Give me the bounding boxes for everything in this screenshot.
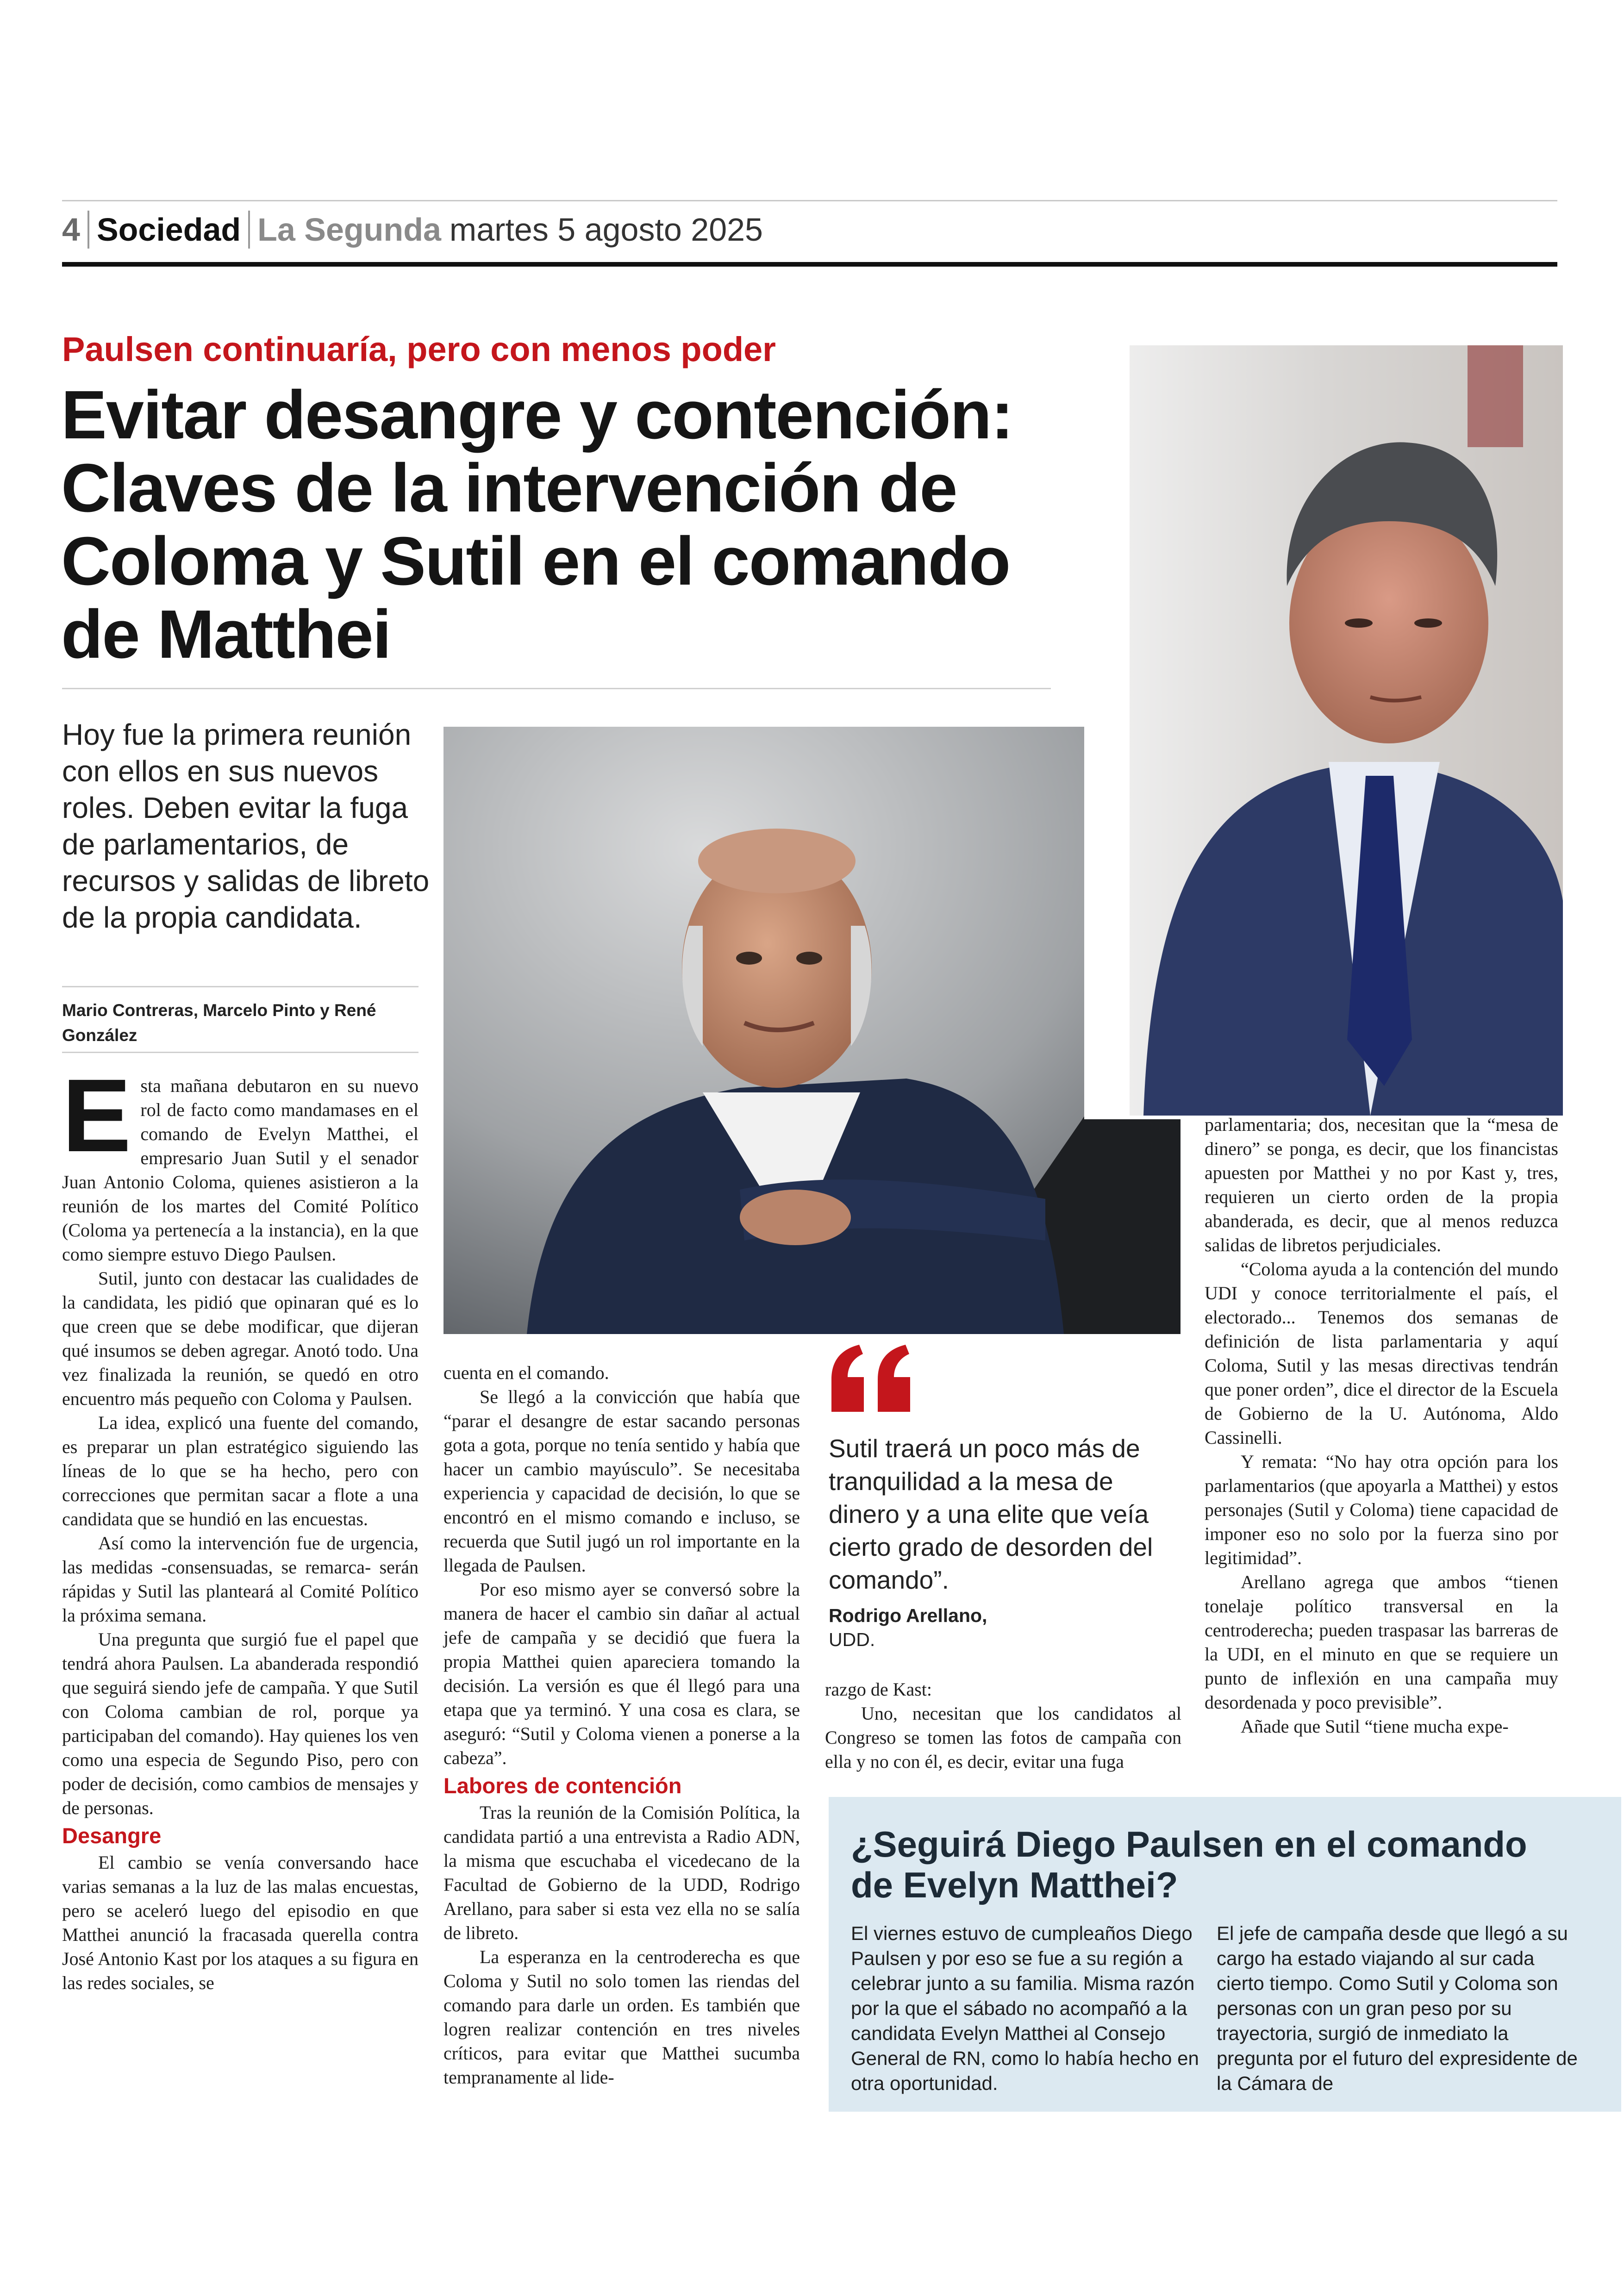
headline-rule	[62, 688, 1051, 689]
article-paragraph: La esperanza en la centroderecha es que Coloma y Sutil no solo tomen las riendas del comando para darle un orden. Es también que logren realizar contención en tres niveles críticos, para evitar que Matthei sucumba tempranamente al lide-	[443, 1946, 800, 2088]
article-paragraph: El cambio se venía conversando hace varias semanas a la luz de las malas encuestas, pero se aceleró luego del episodio en que Matthei anunció la fracasada querella contra José Antonio Kast por los ataques a su figura en las redes sociales, se	[62, 1852, 418, 1993]
header-top-rule	[62, 200, 1557, 201]
pull-quote-text: Sutil traerá un poco más de tranquilidad a la mesa de dinero y a una elite que veía cierto grado de desorden del comando”.	[829, 1434, 1153, 1594]
pull-quote-affiliation: UDD.	[829, 1629, 875, 1650]
article-byline: Mario Contreras, Marcelo Pinto y René González	[62, 1001, 376, 1045]
article-paragraph: Una pregunta que surgió fue el papel que tendrá ahora Paulsen. La abanderada respondió que seguirá siendo jefe de campaña. Y que Sutil con Coloma cambian de rol, porque ya participaban del comando). Hay quienes los ven como una especia de Segundo Piso, pero con poder de decisión, como cambios de mensajes y de personas.	[62, 1629, 418, 1818]
article-paragraph: Uno, necesitan que los candidatos al Congreso se tomen las fotos de campaña con ella y no con él, es decir, evitar una fuga	[825, 1703, 1181, 1772]
sidebar-column-1: El viernes estuvo de cumpleaños Diego Paulsen y por eso se fue a su región a celebrar junto a su familia. Misma razón por la que el sábado no acompañó a la candidata Evelyn Matthei al Consejo General de RN, como lo había hecho en otra oportunidad.	[851, 1922, 1199, 2094]
article-paragraph: Arellano agrega que ambos “tienen tonelaje político transversal en la centroderecha; pueden traspasar las barreras de la UDI, en el minuto en que se requiere un punto de inflexión en una campaña muy desordenada y poco previsible”.	[1205, 1572, 1558, 1713]
article-paragraph: sta mañana debutaron en su nuevo rol de facto como mandamases en el comando de Evelyn Matthei, el empresario Juan Sutil y el senador Juan Antonio Coloma, quienes asistieron a la reunión de los martes del Comité Político (Coloma ya pertenecía a la instancia), en la que como siempre estuvo Diego Paulsen.	[62, 1075, 418, 1265]
article-paragraph: Añade que Sutil “tiene mucha expe-	[1241, 1716, 1509, 1737]
section-name: Sociedad	[96, 212, 241, 248]
header-bottom-rule	[62, 262, 1557, 267]
article-column-2	[443, 1361, 800, 2089]
quote-mark-icon	[827, 1342, 919, 1416]
article-subhead: Desangre	[62, 1823, 162, 1848]
article-paragraph: Sutil, junto con destacar las cualidades de la candidata, les pidió que opinaran qué es lo que creen que se debe modificar, que dijeran qué insumos se deben agregar. Anotó todo. Una vez finalizada la reunión, se quedó en otro encuentro más pequeño con Coloma y Paulsen.	[62, 1268, 418, 1409]
photo-coloma-illustration	[1088, 345, 1563, 1116]
drop-cap: E	[62, 1058, 131, 1173]
article-column-1	[62, 1058, 418, 1995]
photo-sutil	[443, 727, 1181, 1334]
photo-sutil-illustration	[443, 727, 1181, 1334]
article-deck: Hoy fue la primera reunión con ellos en sus nuevos roles. Deben evitar la fuga de parlamentarios, de recursos y salidas de libreto de la propia candidata.	[62, 718, 430, 934]
article-paragraph: “Coloma ayuda a la contención del mundo UDI y conoce territorialmente el país, el electorado... Tenemos dos semanas de definición de lista parlamentaria y aquí Coloma, Sutil y las mesas directivas tendrán que poner orden”, dice el director de la Escuela de Gobierno de la U. Autónoma, Aldo Cassinelli.	[1205, 1259, 1558, 1448]
article-paragraph: razgo de Kast:	[825, 1679, 932, 1700]
article-headline: Evitar desangre y contención: Claves de la intervención de Coloma y Sutil en el comando de Matthei	[61, 377, 1013, 673]
photo-coloma	[1084, 342, 1567, 1119]
article-paragraph: Así como la intervención fue de urgencia, las medidas -consensuadas, se remarca- serán rápidas y Sutil las planteará al Comité Político la próxima semana.	[62, 1533, 418, 1626]
article-column-3	[825, 1678, 1181, 1774]
article-kicker: Paulsen continuaría, pero con menos poder	[62, 330, 776, 368]
sidebar-title: ¿Seguirá Diego Paulsen en el comando de Evelyn Matthei?	[851, 1824, 1527, 1905]
publication-name: La Segunda	[257, 212, 441, 248]
deck-rule	[62, 986, 418, 987]
pull-quote-attribution	[829, 1603, 1181, 1652]
publication-date: martes 5 agosto 2025	[449, 212, 763, 248]
header-divider	[248, 211, 250, 249]
pull-quote-author: Rodrigo Arellano,	[829, 1605, 987, 1626]
page-header	[62, 207, 763, 252]
byline-rule	[62, 1052, 418, 1053]
article-subhead: Labores de contención	[443, 1773, 682, 1798]
page-number: 4	[62, 212, 80, 248]
article-paragraph: Tras la reunión de la Comisión Política, la candidata partió a una entrevista a Radio ADN, la misma que escuchaba el vicedecano de la Facultad de Gobierno de la UDD, Rodrigo Arellano, para saber si esta vez ella no se salía de libreto.	[443, 1802, 800, 1943]
article-paragraph: Y remata: “No hay otra opción para los parlamentarios (que apoyarla a Matthei) y estos personajes (Sutil y Coloma) tiene capacidad de imponer eso no solo por la fuerza sino por legitimidad”.	[1205, 1451, 1558, 1568]
sidebar-column-2: El jefe de campaña desde que llegó a su cargo ha estado viajando al sur cada cierto tiempo. Como Sutil y Coloma son personas con un gran peso por su trayectoria, surgió de inmediato la pregunta por el futuro del expresidente de la Cámara de	[1217, 1922, 1578, 2094]
header-divider	[87, 211, 89, 249]
article-column-4	[1205, 1113, 1558, 1739]
article-paragraph: parlamentaria; dos, necesitan que la “mesa de dinero” se ponga, es decir, que los financistas apuesten por Matthei y no por Kast y, tres, requieren un cierto orden de la propia abanderada, es decir, que al menos reduzca salidas de libretos perjudiciales.	[1205, 1114, 1558, 1255]
article-paragraph: Se llegó a la convicción que había que “parar el desangre de estar sacando personas gota a gota, porque no tenía sentido y había que hacer un cambio mayúsculo”. Se necesitaba experiencia y capacidad de decisión, lo que se encontró en el mismo comando e incluso, se recuerda que Sutil jugó un rol importante en la llegada de Paulsen.	[443, 1386, 800, 1576]
article-paragraph: cuenta en el comando.	[443, 1362, 609, 1383]
article-paragraph: La idea, explicó una fuente del comando, es preparar un plan estratégico siguiendo las líneas de lo que se ha hecho, pero con correcciones que permitan sacar a flote a una candidata que se hundió en las encuestas.	[62, 1412, 418, 1529]
article-paragraph: Por eso mismo ayer se conversó sobre la manera de hacer el cambio sin dañar al actual jefe de campaña y se decidió que fuera la propia Matthei quien apareciera tomando la decisión. La versión es que él llegó para una etapa que ya terminó. Y una cosa es clara, se aseguró: “Sutil y Coloma vienen a ponerse a la cabeza”.	[443, 1579, 800, 1768]
